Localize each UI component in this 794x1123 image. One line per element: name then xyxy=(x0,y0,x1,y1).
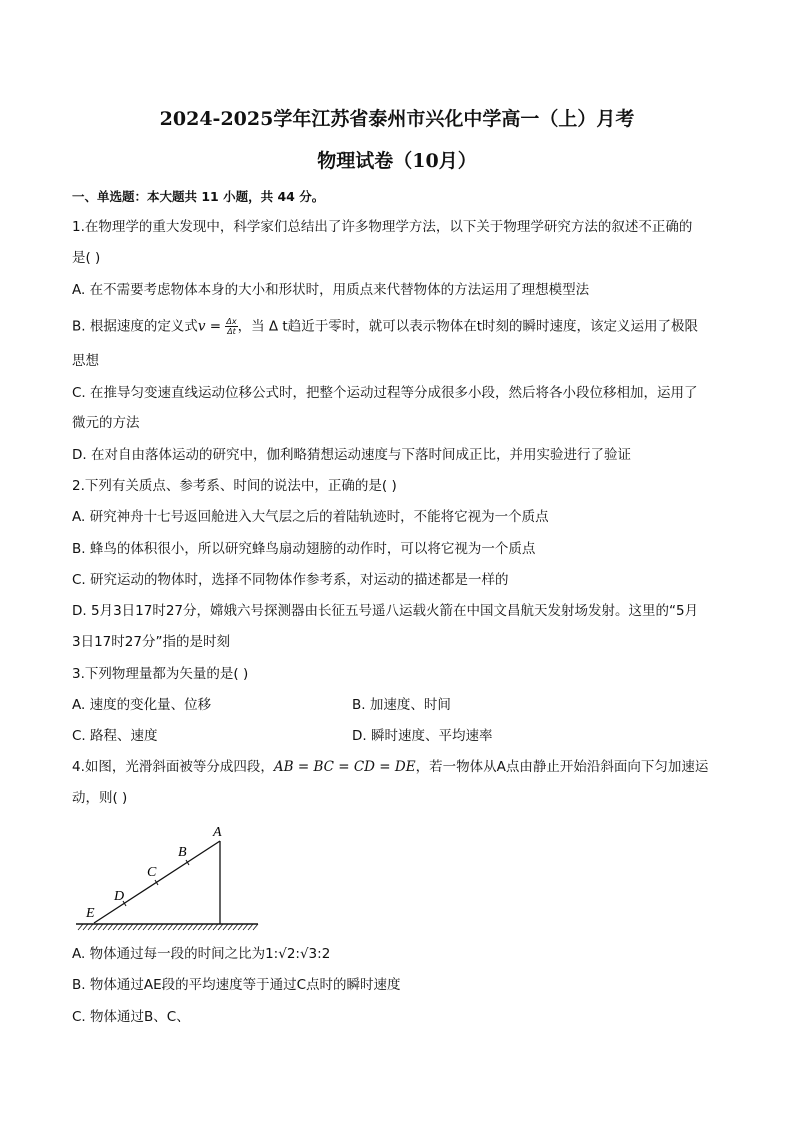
q2-option-b: B. 蜂鸟的体积很小，所以研究蜂鸟扇动翅膀的动作时，可以将它视为一个质点 xyxy=(72,541,536,557)
incline-figure xyxy=(68,820,268,932)
q1-option-a: A. 在不需要考虑物体本身的大小和形状时，用质点来代替物体的方法运用了理想模型法 xyxy=(72,282,590,298)
q4-option-a: A. 物体通过每一段的时间之比为1:√2:√3:2 xyxy=(72,946,331,962)
q3-stem: 3.下列物理量都为矢量的是( ) xyxy=(72,666,249,682)
hatch-mark xyxy=(223,924,228,930)
hatch-mark xyxy=(208,924,213,930)
q4-option-c: C. 物体通过B、C、 xyxy=(72,1009,190,1025)
q4-stem-line2: 动，则( ) xyxy=(72,790,128,806)
hatch-mark xyxy=(213,924,218,930)
exam-subtitle: 物理试卷（10月） xyxy=(317,150,477,172)
label-c: C xyxy=(147,865,157,880)
hatch-mark xyxy=(188,924,193,930)
hatch-mark xyxy=(128,924,133,930)
hatch-mark xyxy=(243,924,248,930)
q1-formula-v: v xyxy=(197,318,206,335)
hatch-mark xyxy=(183,924,188,930)
hatch-mark xyxy=(83,924,88,930)
ground-hatching xyxy=(78,924,258,930)
hatch-mark xyxy=(173,924,178,930)
q2-option-d-line2: 3日17时27分”指的是时刻 xyxy=(72,634,230,650)
incline-surface xyxy=(94,841,220,923)
label-b: B xyxy=(178,845,187,860)
q1-stem-line2: 是( ) xyxy=(72,250,101,266)
q1-formula-denominator: Δt xyxy=(227,327,236,336)
q1-option-c-line1: C. 在推导匀变速直线运动位移公式时，把整个运动过程等分成很多小段，然后将各小段位移相加，运用了 xyxy=(72,385,698,401)
hatch-mark xyxy=(203,924,208,930)
hatch-mark xyxy=(123,924,128,930)
label-d: D xyxy=(114,889,125,904)
q3-option-d: D. 瞬时速度、平均速率 xyxy=(352,728,493,744)
hatch-mark xyxy=(98,924,103,930)
hatch-mark xyxy=(103,924,108,930)
q4-option-b: B. 物体通过AE段的平均速度等于通过C点时的瞬时速度 xyxy=(72,977,401,993)
hatch-mark xyxy=(158,924,163,930)
section-heading: 一、单选题：本大题共 11 小题，共 44 分。 xyxy=(72,189,325,204)
q3-option-c: C. 路程、速度 xyxy=(72,728,158,744)
hatch-mark xyxy=(138,924,143,930)
hatch-mark xyxy=(153,924,158,930)
q4-stem-prefix: 4.如图，光滑斜面被等分成四段， xyxy=(72,759,274,775)
q1-option-b-line2: 思想 xyxy=(72,353,99,369)
hatch-mark xyxy=(168,924,173,930)
exam-title: 2024-2025学年江苏省泰州市兴化中学高一（上）月考 xyxy=(159,108,635,130)
hatch-mark xyxy=(88,924,93,930)
hatch-mark xyxy=(248,924,253,930)
q1-option-b-prefix: B. 根据速度的定义式 xyxy=(72,318,198,335)
q1-option-c-line2: 微元的方法 xyxy=(72,415,140,431)
q3-option-a: A. 速度的变化量、位移 xyxy=(72,697,212,713)
hatch-mark xyxy=(118,924,123,930)
hatch-mark xyxy=(238,924,243,930)
hatch-mark xyxy=(198,924,203,930)
hatch-mark xyxy=(163,924,168,930)
hatch-mark xyxy=(78,924,83,930)
hatch-mark xyxy=(218,924,223,930)
q4-stem-suffix: ，若一物体从A点由静止开始沿斜面向下匀加速运 xyxy=(415,759,709,775)
q2-option-a: A. 研究神舟十七号返回舱进入大气层之后的着陆轨迹时，不能将它视为一个质点 xyxy=(72,509,549,525)
hatch-mark xyxy=(143,924,148,930)
hatch-mark xyxy=(108,924,113,930)
q1-formula-fraction xyxy=(225,317,237,336)
q3-option-b: B. 加速度、时间 xyxy=(352,697,451,713)
hatch-mark xyxy=(93,924,98,930)
q1-option-b-suffix: ，当 Δ t趋近于零时，就可以表示物体在t时刻的瞬时速度，该定义运用了极限 xyxy=(237,318,699,335)
hatch-mark xyxy=(253,924,258,930)
q1-option-d: D. 在对自由落体运动的研究中，伽利略猜想运动速度与下落时间成正比，并用实验进行了验证 xyxy=(72,447,631,463)
hatch-mark xyxy=(178,924,183,930)
hatch-mark xyxy=(193,924,198,930)
q2-stem: 2.下列有关质点、参考系、时间的说法中，正确的是( ) xyxy=(72,478,397,494)
label-a: A xyxy=(213,825,222,840)
q1-formula-eq: = xyxy=(205,318,226,335)
q4-stem-equation: AB = BC = CD = DE xyxy=(273,759,416,775)
q1-option-b xyxy=(72,317,722,336)
hatch-mark xyxy=(113,924,118,930)
label-e: E xyxy=(86,906,95,921)
q1-stem-line1: 1.在物理学的重大发现中，科学家们总结出了许多物理学方法，以下关于物理学研究方法的叙述不正确的 xyxy=(72,219,693,235)
hatch-mark xyxy=(228,924,233,930)
hatch-mark xyxy=(233,924,238,930)
q4-stem-line1 xyxy=(72,758,722,776)
hatch-mark xyxy=(148,924,153,930)
q2-option-d-line1: D. 5月3日17时27分，嫦娥六号探测器由长征五号遥八运载火箭在中国文昌航天发射场发射。这里的“5月 xyxy=(72,603,699,619)
q1-formula-numerator: Δx xyxy=(226,317,237,326)
hatch-mark xyxy=(133,924,138,930)
q2-option-c: C. 研究运动的物体时，选择不同物体作参考系，对运动的描述都是一样的 xyxy=(72,572,509,588)
